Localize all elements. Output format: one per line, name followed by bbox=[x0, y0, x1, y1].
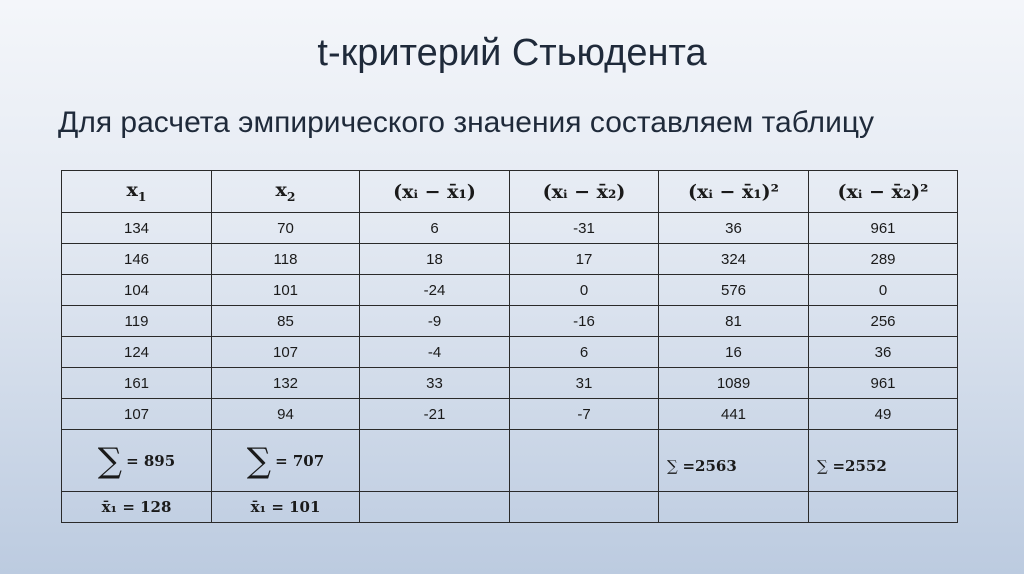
table-row bbox=[62, 275, 958, 306]
table-cell: 18 bbox=[360, 244, 510, 275]
empty-cell bbox=[809, 492, 958, 523]
table-cell: -24 bbox=[360, 275, 510, 306]
table-cell: 107 bbox=[62, 399, 212, 430]
table-cell: -4 bbox=[360, 337, 510, 368]
data-table bbox=[61, 170, 958, 523]
table-cell: 101 bbox=[212, 275, 360, 306]
mean-row bbox=[62, 492, 958, 523]
table-cell: 85 bbox=[212, 306, 360, 337]
table-cell: 161 bbox=[62, 368, 212, 399]
table-cell: 104 bbox=[62, 275, 212, 306]
header-dev2-squared: (xᵢ − x̄₂)² bbox=[809, 171, 958, 213]
table-cell: 6 bbox=[510, 337, 659, 368]
sigma-icon: ∑ bbox=[667, 456, 683, 475]
slide-subtitle: Для расчета эмпирического значения составляем таблицу bbox=[58, 106, 875, 139]
empty-cell bbox=[360, 430, 510, 492]
table-cell: 289 bbox=[809, 244, 958, 275]
table-cell: 961 bbox=[809, 213, 958, 244]
table-row bbox=[62, 244, 958, 275]
table-cell: -16 bbox=[510, 306, 659, 337]
table-cell: 118 bbox=[212, 244, 360, 275]
slide-title: t-критерий Стьюдента bbox=[317, 32, 707, 74]
table-cell: 146 bbox=[62, 244, 212, 275]
sum-cell-x2: ∑ = 707 bbox=[212, 430, 360, 492]
table-cell: 49 bbox=[809, 399, 958, 430]
sigma-icon: ∑ bbox=[97, 440, 123, 481]
table-cell: 36 bbox=[659, 213, 809, 244]
table-cell: 132 bbox=[212, 368, 360, 399]
table-cell: 17 bbox=[510, 244, 659, 275]
table-cell: 961 bbox=[809, 368, 958, 399]
sum-cell-dev2-squared: ∑ =2552 bbox=[809, 430, 958, 492]
header-dev1: (xᵢ − x̄₁) bbox=[360, 171, 510, 213]
table-cell: -21 bbox=[360, 399, 510, 430]
header-dev2: (xᵢ − x̄₂) bbox=[510, 171, 659, 213]
empty-cell bbox=[360, 492, 510, 523]
sigma-icon: ∑ bbox=[817, 456, 833, 475]
empty-cell bbox=[659, 492, 809, 523]
table-cell: 119 bbox=[62, 306, 212, 337]
table-cell: 256 bbox=[809, 306, 958, 337]
table-cell: 1089 bbox=[659, 368, 809, 399]
empty-cell bbox=[510, 492, 659, 523]
mean-cell-x1: x̄₁ = 128 bbox=[62, 492, 212, 523]
table-cell: 124 bbox=[62, 337, 212, 368]
table-cell: 107 bbox=[212, 337, 360, 368]
header-x2: $x_2$ bbox=[212, 171, 360, 213]
sum-cell-dev1-squared: ∑ =2563 bbox=[659, 430, 809, 492]
table-cell: 0 bbox=[510, 275, 659, 306]
table-cell: -7 bbox=[510, 399, 659, 430]
table-row bbox=[62, 368, 958, 399]
mean-cell-x2: x̄₁ = 101 bbox=[212, 492, 360, 523]
sum-cell-x1: ∑ = 895 bbox=[62, 430, 212, 492]
table-cell: 94 bbox=[212, 399, 360, 430]
header-dev1-squared: (xᵢ − x̄₁)² bbox=[659, 171, 809, 213]
empty-cell bbox=[510, 430, 659, 492]
table-cell: 576 bbox=[659, 275, 809, 306]
sigma-icon: ∑ bbox=[246, 440, 272, 481]
table-cell: 324 bbox=[659, 244, 809, 275]
table-cell: 441 bbox=[659, 399, 809, 430]
table-cell: 36 bbox=[809, 337, 958, 368]
header-row bbox=[62, 171, 958, 213]
table-row bbox=[62, 213, 958, 244]
sum-row bbox=[62, 430, 958, 492]
header-x1: $x_1$ bbox=[62, 171, 212, 213]
table-cell: 33 bbox=[360, 368, 510, 399]
table-cell: 0 bbox=[809, 275, 958, 306]
table-cell: 81 bbox=[659, 306, 809, 337]
table-cell: -9 bbox=[360, 306, 510, 337]
table-cell: 31 bbox=[510, 368, 659, 399]
table-row bbox=[62, 399, 958, 430]
table-cell: 6 bbox=[360, 213, 510, 244]
table-cell: -31 bbox=[510, 213, 659, 244]
table-cell: 16 bbox=[659, 337, 809, 368]
table-cell: 70 bbox=[212, 213, 360, 244]
table-row bbox=[62, 337, 958, 368]
table-cell: 134 bbox=[62, 213, 212, 244]
table-row bbox=[62, 306, 958, 337]
